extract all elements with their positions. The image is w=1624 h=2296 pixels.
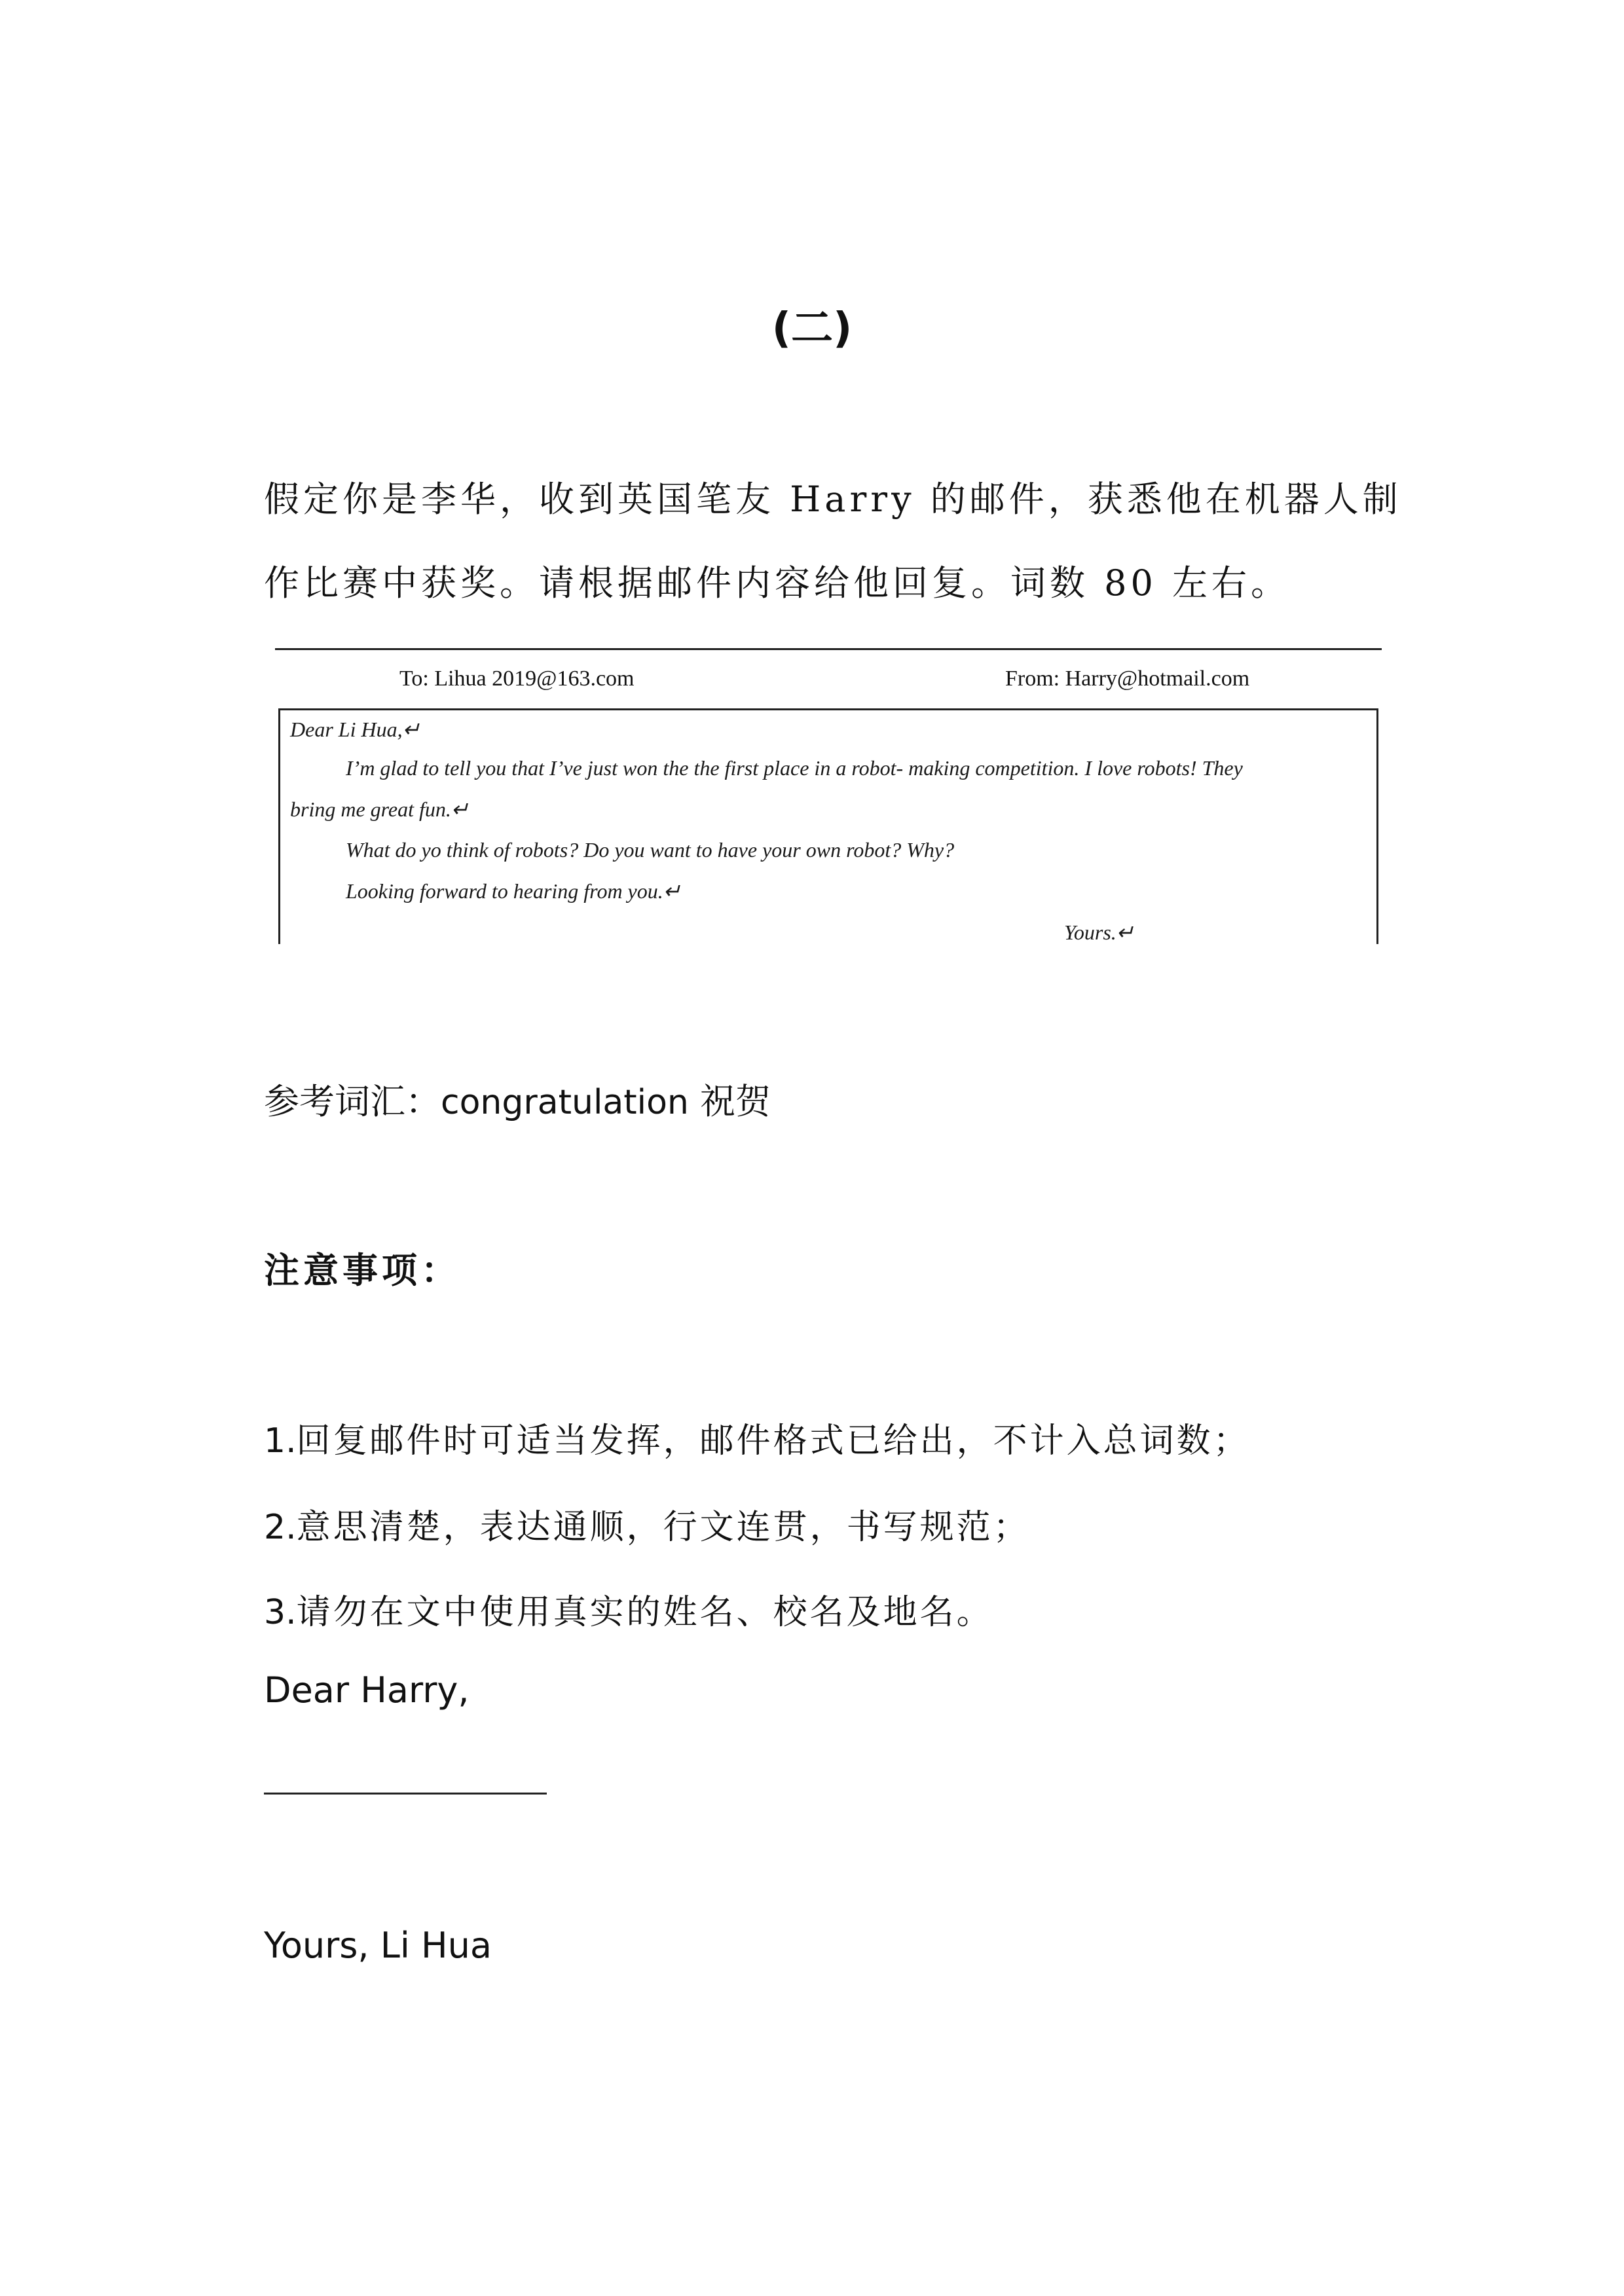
notice-heading: 注意事项：: [264, 1249, 460, 1291]
notice-rule-1: [264, 1413, 1250, 1462]
answer-blank-line: [264, 1793, 547, 1795]
letter-salutation: Dear Harry,: [264, 1669, 470, 1711]
email-paragraph-1: I’m glad to tell you that I’ve just won the the first place in a robot- making competition. I love robots! They: [346, 756, 1243, 780]
vocab-word: congratulation: [441, 1083, 689, 1122]
section-title: (二): [771, 304, 853, 353]
vocab-label: 参考词汇：: [264, 1081, 441, 1122]
rule-number: 3.: [264, 1593, 297, 1632]
email-greeting: Dear Li Hua,↵: [290, 718, 420, 741]
notice-rule-3: [264, 1584, 993, 1633]
email-paragraph-2: What do yo think of robots? Do you want to have your own robot? Why?: [346, 838, 955, 862]
email-closing: Yours.↵: [1064, 920, 1134, 944]
reference-vocabulary: [264, 1074, 771, 1124]
rule-text: 回复邮件时可适当发挥，邮件格式已给出，不计入总词数；: [296, 1421, 1250, 1461]
rule-number: 1.: [264, 1421, 297, 1461]
rule-text: 请勿在文中使用真实的姓名、校名及地名。: [296, 1593, 993, 1632]
rule-text: 意思清楚，表达通顺，行文连贯，书写规范；: [296, 1508, 1030, 1547]
prompt-line-2: 作比赛中获奖。请根据邮件内容给他回复。词数 80 左右。: [264, 562, 1291, 604]
email-to-address: To: Lihua 2019@163.com: [399, 666, 635, 691]
prompt-line-1: 假定你是李华，收到英国笔友 Harry 的邮件，获悉他在机器人制: [264, 479, 1402, 520]
notice-rule-2: [264, 1499, 1030, 1548]
email-paragraph-3: Looking forward to hearing from you.↵: [346, 879, 681, 903]
rule-number: 2.: [264, 1508, 297, 1547]
email-header-divider: [275, 648, 1382, 650]
email-from-address: From: Harry@hotmail.com: [1005, 666, 1250, 691]
letter-signoff: Yours, Li Hua: [264, 1925, 492, 1966]
vocab-meaning: 祝贺: [688, 1081, 771, 1122]
email-paragraph-1-cont: bring me great fun.↵: [290, 797, 469, 821]
email-body-box: [278, 708, 1378, 944]
